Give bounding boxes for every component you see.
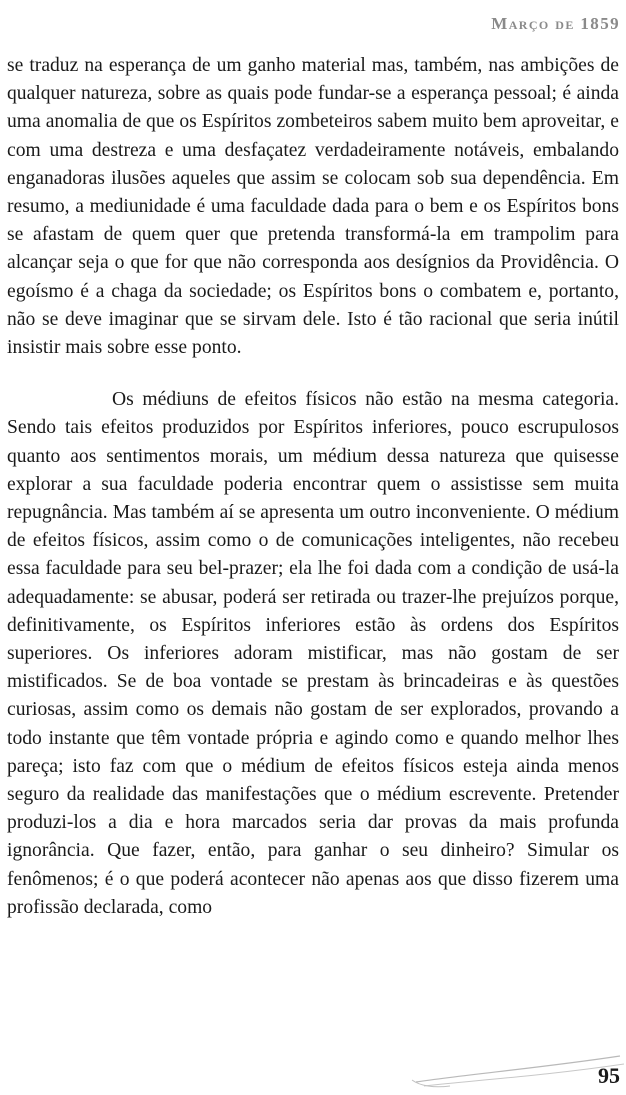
running-header: Março de 1859: [491, 14, 620, 33]
paragraph: se traduz na esperança de um ganho material mas, também, nas ambições de qualquer natureza, sobre as quais pode fundar-se a esperança pessoal; é ainda uma anomalia de que os Espíritos zombeteiros sabem muito bem aproveitar, e com uma destreza e uma desfaçatez verdadeiramente notáveis, embalando enganadoras ilusões aqueles que assim se colocam sob sua dependência. Em resumo, a mediunidade é uma faculdade dada para o bem e os Espíritos bons se afastam de quem quer que pretenda transformá-la em trampolim para alcançar seja o que for que não corresponda aos desígnios da Providência. O egoísmo é a chaga da sociedade; os Espíritos bons o combatem e, portanto, não se deve imaginar que se sirvam dele. Isto é tão racional que seria inútil insistir mais sobre esse ponto.: [7, 55, 619, 359]
body-text: [7, 52, 619, 922]
paragraph: Os médiuns de efeitos físicos não estão na mesma categoria. Sendo tais efeitos produzidos por Espíritos inferiores, pouco escrupulosos quanto aos sentimentos morais, um médium dessa natureza que quisesse explorar a sua faculdade poderia encontrar quem o assistisse sem muita repugnância. Mas também aí se apresenta um outro inconveniente. O médium de efeitos físicos, assim como o de comunicações inteligentes, não recebeu essa faculdade para seu bel-prazer; ela lhe foi dada com a condição de usá-la adequadamente: se abusar, poderá ser retirada ou trazer-lhe prejuízos porque, definitivamente, os Espíritos inferiores estão às ordens dos Espíritos superiores. Os inferiores adoram mistificar, mas não gostam de ser mistificados. Se de boa vontade se prestam às brincadeiras e às questões curiosas, assim como os demais não gostam de ser explorados, provando a todo instante que têm vontade própria e agindo como e quando melhor lhes pareça; isto faz com que o médium de efeitos físicos esteja ainda menos seguro da realidade das manifestações que o médium escrevente. Pretender produzi-los a dia e hora marcados seria dar provas da mais profunda ignorância. Que fazer, então, para ganhar o seu dinheiro? Simular os fenômenos; é o que poderá acontecer não apenas aos que disso fizerem uma profissão declarada, como: [7, 389, 619, 918]
swoosh-ornament: [410, 1050, 626, 1090]
page-number: 95: [598, 1063, 620, 1088]
